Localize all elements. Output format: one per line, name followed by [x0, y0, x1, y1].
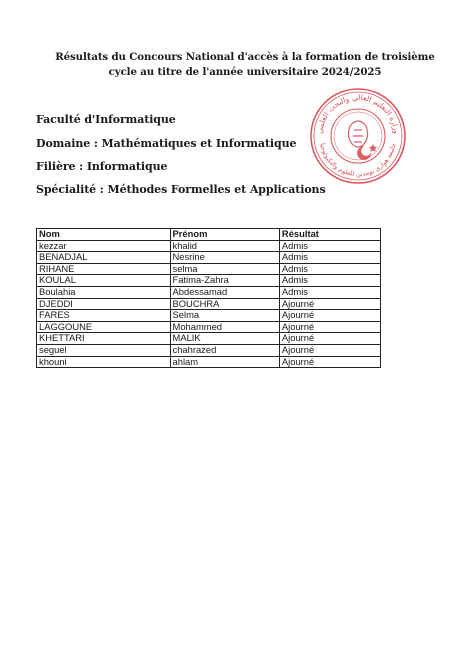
cell-nom: KHETTARI [37, 333, 171, 345]
table-header-row [37, 229, 381, 241]
cell-prenom: Abdessamad [170, 286, 279, 298]
cell-resultat: Ajourné [279, 356, 380, 368]
col-header-prenom: Prénom [170, 229, 279, 241]
cell-resultat: Admis [279, 252, 380, 264]
seal-arc-top: وزارة التعليم العالي والبحث العلمي [314, 92, 401, 135]
title-line-2: cycle au titre de l'année universitaire 2024/2025 [108, 66, 382, 78]
cell-prenom: khalid [170, 240, 279, 252]
col-header-resultat: Résultat [279, 229, 380, 241]
table-row [37, 275, 381, 287]
table-row [37, 252, 381, 264]
table-row [37, 263, 381, 275]
seal-emblem [348, 121, 377, 160]
faculty-label: Faculté d'Informatique [36, 113, 176, 126]
cell-prenom: Mohammed [170, 321, 279, 333]
cell-prenom: BOUCHRA [170, 298, 279, 310]
cell-nom: FARES [37, 310, 171, 322]
field-label: Filière : Informatique [36, 160, 168, 173]
cell-resultat: Admis [279, 286, 380, 298]
table-row [37, 356, 381, 368]
col-header-nom: Nom [37, 229, 171, 241]
cell-prenom: MALIK [170, 333, 279, 345]
cell-resultat: Admis [279, 275, 380, 287]
cell-resultat: Admis [279, 263, 380, 275]
cell-nom: seguel [37, 344, 171, 356]
cell-nom: BENADJAL [37, 252, 171, 264]
domain-label: Domaine : Mathématiques et Informatique [36, 137, 297, 150]
table-row [37, 286, 381, 298]
cell-resultat: Ajourné [279, 344, 380, 356]
cell-prenom: Nesrine [170, 252, 279, 264]
cell-prenom: chahrazed [170, 344, 279, 356]
seal-arc-bottom: جامعة هواري بومدين للعلوم والتكنولوجيا [318, 142, 398, 179]
cell-prenom: ahlam [170, 356, 279, 368]
cell-resultat: Admis [279, 240, 380, 252]
official-seal-icon [308, 86, 408, 186]
table-row [37, 310, 381, 322]
cell-resultat: Ajourné [279, 310, 380, 322]
cell-nom: Boulahia [37, 286, 171, 298]
cell-nom: KOULAL [37, 275, 171, 287]
cell-resultat: Ajourné [279, 333, 380, 345]
cell-prenom: selma [170, 263, 279, 275]
cell-nom: khouni [37, 356, 171, 368]
cell-nom: RIHANE [37, 263, 171, 275]
table-row [37, 240, 381, 252]
title-line-1: Résultats du Concours National d'accès à la formation de troisième [55, 51, 435, 63]
table-row [37, 333, 381, 345]
cell-nom: LAGGOUNE [37, 321, 171, 333]
document-title [30, 50, 460, 80]
cell-prenom: Fatima-Zahra [170, 275, 279, 287]
cell-prenom: Selma [170, 310, 279, 322]
cell-resultat: Ajourné [279, 321, 380, 333]
results-table [36, 228, 381, 368]
cell-nom: DJEDDI [37, 298, 171, 310]
table-row [37, 298, 381, 310]
table-row [37, 344, 381, 356]
specialty-label: Spécialité : Méthodes Formelles et Applications [36, 183, 326, 196]
table-row [37, 321, 381, 333]
cell-nom: kezzar [37, 240, 171, 252]
cell-resultat: Ajourné [279, 298, 380, 310]
